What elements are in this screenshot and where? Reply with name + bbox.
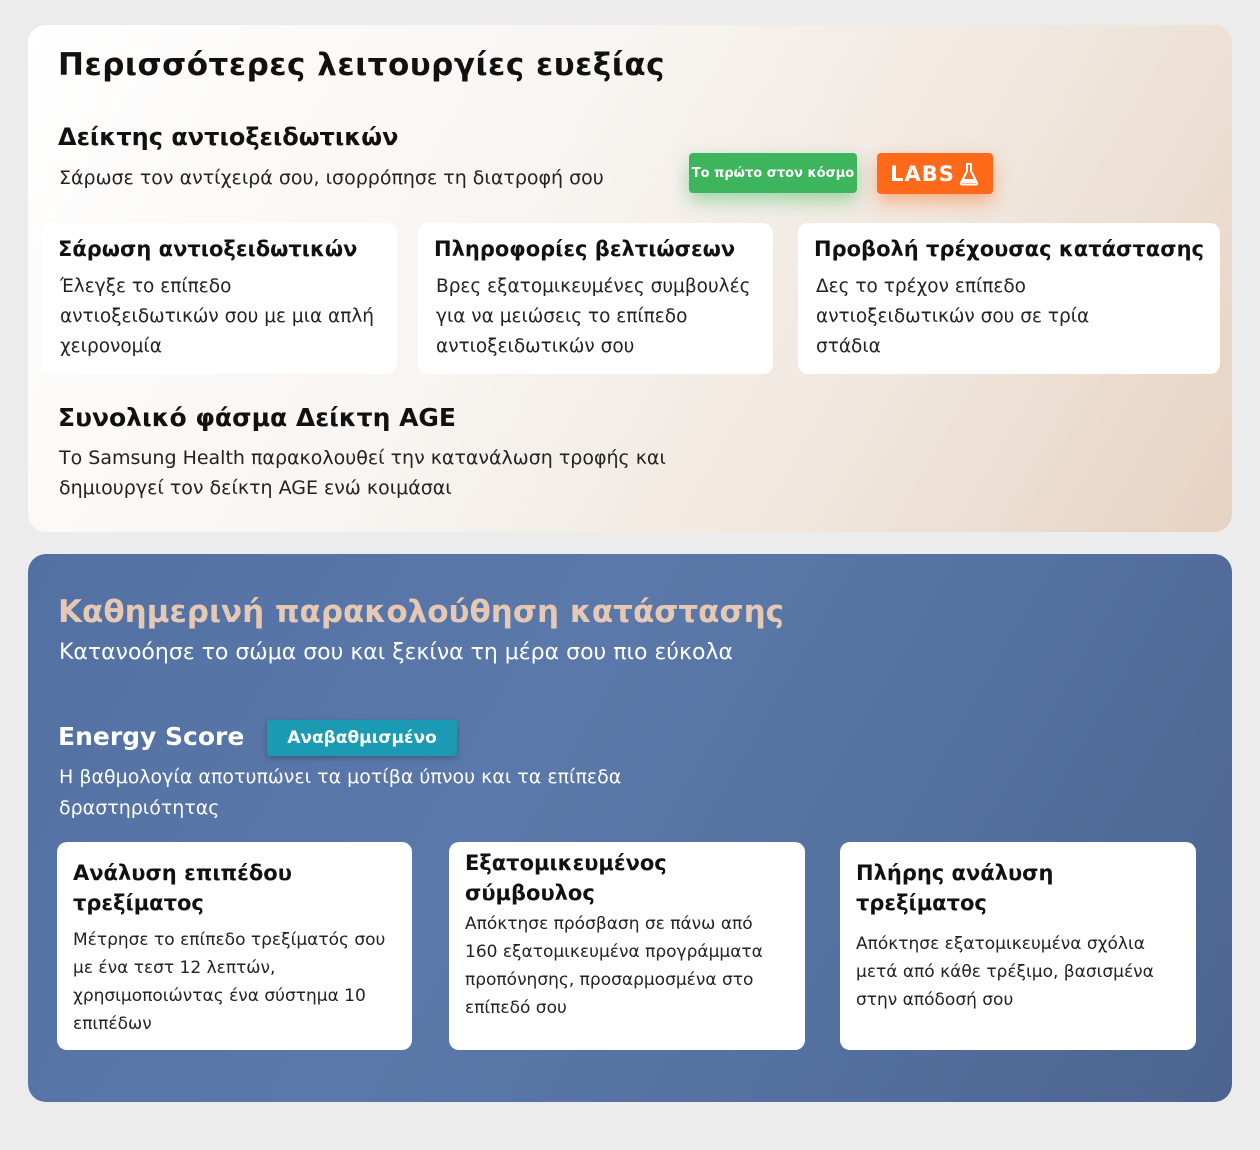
current-status-card — [798, 223, 1220, 374]
labs-badge — [877, 153, 993, 194]
age-index-title: Συνολικό φάσμα Δείκτη AGE — [58, 403, 457, 432]
card-desc: Δες το τρέχον επίπεδο αντιοξειδωτικών σου σε τρία στάδια — [816, 276, 1090, 357]
card-title: Σάρωση αντιοξειδωτικών — [58, 237, 358, 261]
running-level-card — [57, 842, 412, 1050]
antioxidant-scan-card — [42, 223, 397, 374]
improvement-info-card — [418, 223, 773, 374]
antioxidant-index-desc: Σάρωσε τον αντίχειρά σου, ισορρόπησε τη διατροφή σου — [59, 167, 604, 189]
daily-tracking-subtitle: Κατανοόησε το σώμα σου και ξεκίνα τη μέρα σου πιο εύκολα — [59, 640, 733, 665]
card-desc: Απόκτησε εξατομικευμένα σχόλια μετά από κάθε τρέξιμο, βασισμένα στην απόδοσή σου — [856, 934, 1154, 1010]
personal-coach-card — [449, 842, 805, 1050]
panel-title: Περισσότερες λειτουργίες ευεξίας — [58, 47, 665, 83]
card-title: Ανάλυση επιπέδου τρεξίματος — [73, 861, 292, 915]
wellness-features-panel — [28, 25, 1232, 532]
card-title: Πλήρης ανάλυση τρεξίματος — [856, 861, 1054, 915]
energy-score-title: Energy Score — [58, 722, 245, 751]
world-first-badge: Το πρώτο στον κόσμο — [689, 153, 857, 193]
full-run-analysis-card — [840, 842, 1196, 1050]
card-desc: Μέτρησε το επίπεδο τρεξίματός σου με ένα τεστ 12 λεπτών, χρησιμοποιώντας ένα σύστημα 10 επιπέδων — [73, 930, 386, 1034]
card-desc: Απόκτησε πρόσβαση σε πάνω από 160 εξατομικευμένα προγράμματα προπόνησης, προσαρμοσμένα στο επίπεδό σου — [465, 914, 763, 1018]
card-title: Εξατομικευμένος σύμβουλος — [465, 851, 667, 905]
card-title: Προβολή τρέχουσας κατάστασης — [814, 237, 1204, 261]
labs-label: LABS — [890, 161, 955, 186]
energy-score-desc: Η βαθμολογία αποτυπώνει τα μοτίβα ύπνου και τα επίπεδα δραστηριότητας — [59, 766, 622, 819]
flask-icon — [958, 162, 980, 186]
daily-tracking-title: Καθημερινή παρακολούθηση κατάστασης — [58, 594, 785, 630]
daily-tracking-panel — [28, 554, 1232, 1102]
age-index-desc: Το Samsung Health παρακολουθεί την κατανάλωση τροφής και δημιουργεί τον δείκτη AGE ενώ κοιμάσαι — [59, 447, 666, 499]
upgraded-badge: Αναβαθμισμένο — [267, 720, 457, 756]
card-title: Πληροφορίες βελτιώσεων — [434, 237, 736, 261]
card-desc: Βρες εξατομικευμένες συμβουλές για να μειώσεις το επίπεδο αντιοξειδωτικών σου — [436, 276, 751, 357]
antioxidant-index-title: Δείκτης αντιοξειδωτικών — [58, 123, 399, 151]
card-desc: Έλεγξε το επίπεδο αντιοξειδωτικών σου με μια απλή χειρονομία — [60, 276, 375, 357]
